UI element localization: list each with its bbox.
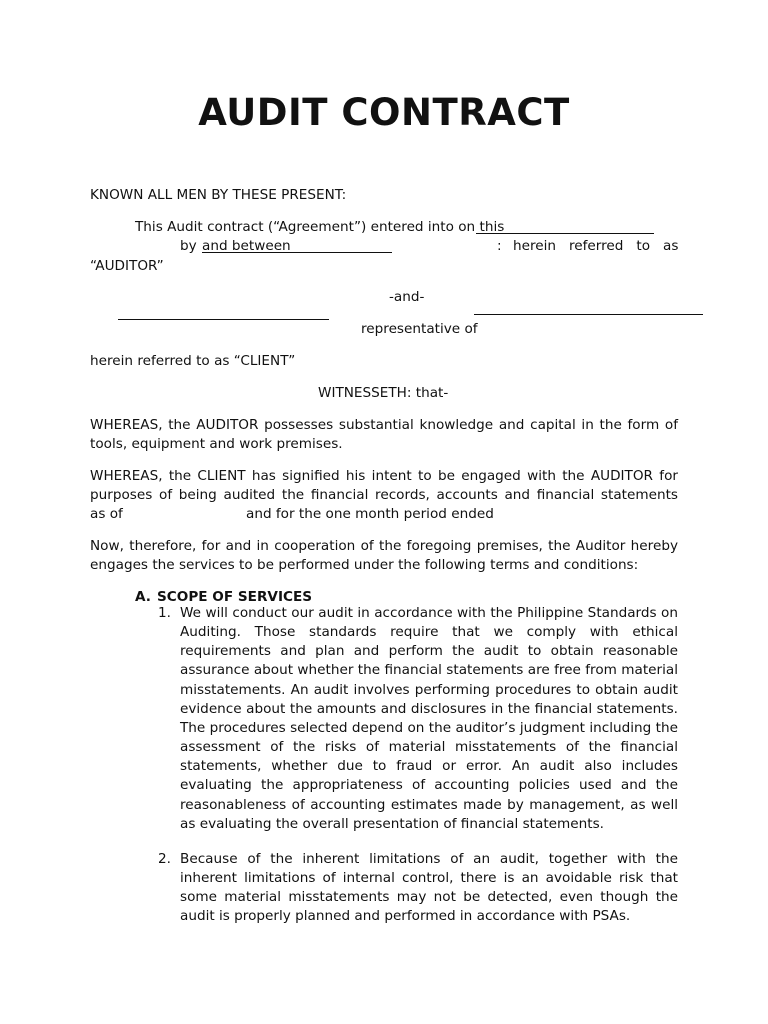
list-item-text: We will conduct our audit in accordance with the Philippine Standards on Auditing. Those standards require that we comply with ethical requirements and plan and perform the audit to obtain reasonable assurance about whether the financial statements are free from material misstatements. An audit involves performing procedures to obtain audit evidence about the amounts and disclosures in the financial statements. The procedures selected depend on the auditor’s judgment including the assessment of the risks of material misstatements of the financial statements, whether due to fraud or error. An audit also includes evaluating the appropriateness of accounting policies used and the reasonableness of accounting estimates made by management, as well as evaluating the overall presentation of financial statements. bbox=[180, 605, 678, 832]
herein-referred-to-as: herein referred to as bbox=[513, 238, 679, 254]
list-item-text: Because of the inherent limitations of an audit, together with the inherent limitations of internal control, there is an avoidable risk that some material misstatements may not be detected, even though the audit is properly planned and performed in accordance with PSAs. bbox=[180, 851, 678, 925]
as-of-label: as of bbox=[90, 506, 123, 522]
auditor-name-blank-line bbox=[202, 252, 392, 253]
period-ended-label: and for the one month period ended bbox=[246, 506, 494, 522]
representative-blank-line bbox=[118, 319, 329, 320]
list-item-number: 2. bbox=[158, 851, 171, 867]
section-a-title: SCOPE OF SERVICES bbox=[157, 589, 313, 605]
client-name-blank-line bbox=[474, 314, 703, 315]
and-separator: -and- bbox=[389, 289, 425, 305]
whereas-client-paragraph: WHEREAS, the CLIENT has signified his intent to be engaged with the AUDITOR for purposes of being audited the financial records, accounts and financial statements bbox=[90, 468, 678, 503]
agreement-and-between: and between bbox=[202, 238, 291, 254]
witnesseth: WITNESSETH: that- bbox=[318, 385, 449, 401]
now-therefore-paragraph: Now, therefore, for and in cooperation of the foregoing premises, the Auditor hereby engages the services to be performed under the following terms and conditions: bbox=[90, 538, 678, 573]
whereas-auditor-paragraph: WHEREAS, the AUDITOR possesses substantial knowledge and capital in the form of tools, equipment and work premises. bbox=[90, 417, 678, 452]
list-item-number: 1. bbox=[158, 605, 171, 621]
list-item bbox=[158, 850, 678, 927]
agreement-intro: This Audit contract (“Agreement”) entered into on this bbox=[135, 219, 505, 235]
list-item bbox=[158, 604, 678, 834]
date-blank-line bbox=[476, 233, 654, 234]
document-title: AUDIT CONTRACT bbox=[198, 91, 570, 134]
representative-of: representative of bbox=[361, 321, 478, 337]
client-label: herein referred to as “CLIENT” bbox=[90, 353, 296, 369]
agreement-by: by bbox=[180, 238, 197, 254]
section-a-letter: A. bbox=[135, 589, 151, 605]
auditor-label: “AUDITOR” bbox=[90, 258, 164, 274]
opening-line: KNOWN ALL MEN BY THESE PRESENT: bbox=[90, 187, 347, 203]
colon-separator: : bbox=[497, 238, 502, 254]
